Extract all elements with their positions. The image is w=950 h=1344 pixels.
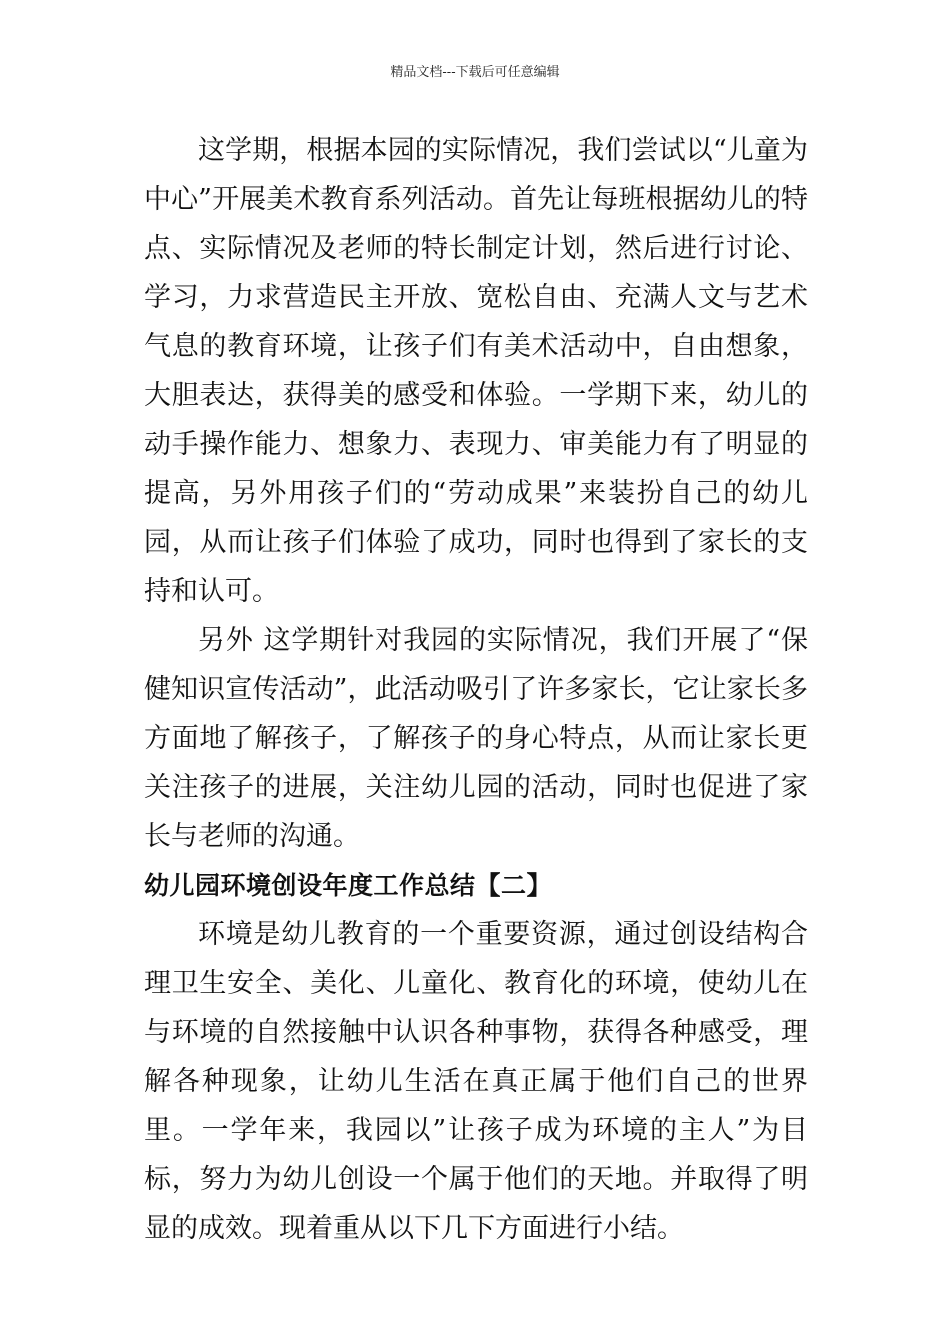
- paragraph-environment: 环境是幼儿教育的一个重要资源，通过创设结构合理卫生安全、美化、儿童化、教育化的环境，使幼儿在与环境的自然接触中认识各种事物，获得各种感受，理解各种现象，让幼儿生活在真正属于他们自己的世界里。一学年来，我园以”让孩子成为环境的主人”为目标，努力为幼儿创设一个属于他们的天地。并取得了明显的成效。现着重从以下几下方面进行小结。: [144, 919, 808, 1244]
- document-body: [144, 126, 808, 1253]
- section-heading: 幼儿园环境创设年度工作总结【二】: [144, 871, 553, 900]
- paragraph-health-knowledge: 另外 这学期针对我园的实际情况，我们开展了“保健知识宣传活动”，此活动吸引了许多家长，它让家长多方面地了解孩子，了解孩子的身心特点，从而让家长更关注孩子的进展，关注幼儿园的活动，同时也促进了家长与老师的沟通。: [144, 625, 808, 852]
- page-header: 精品文档---下载后可任意编辑: [390, 65, 560, 80]
- paragraph-art-education: 这学期，根据本园的实际情况，我们尝试以“儿童为中心”开展美术教育系列活动。首先让每班根据幼儿的特点、实际情况及老师的特长制定计划，然后进行讨论、学习，力求营造民主开放、宽松自由、充满人文与艺术气息的教育环境，让孩子们有美术活动中，自由想象，大胆表达，获得美的感受和体验。一学期下来，幼儿的动手操作能力、想象力、表现力、审美能力有了明显的提高，另外用孩子们的“劳动成果”来装扮自己的幼儿园，从而让孩子们体验了成功，同时也得到了家长的支持和认可。: [144, 135, 808, 607]
